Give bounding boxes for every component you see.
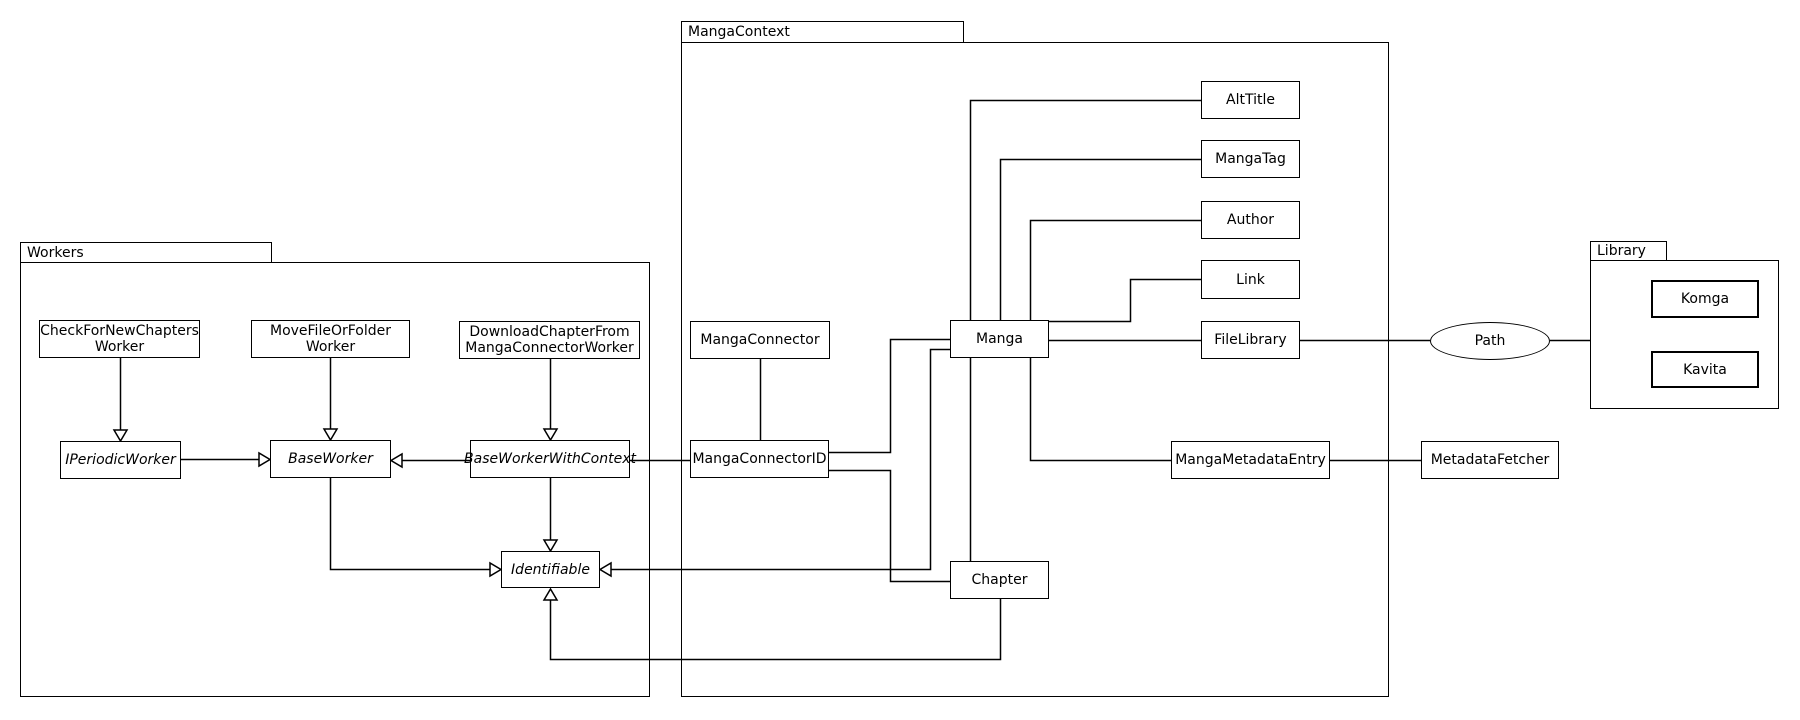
class-kavita (1651, 351, 1759, 388)
class-mangaconnector (690, 321, 830, 359)
edge-downloadworker-to-baseworkerwithcontext (544, 359, 557, 440)
interface-identifiable (501, 551, 600, 588)
class-label: MetadataFetcher (1430, 452, 1550, 468)
edge-mangaconnectorid-chapter (829, 471, 950, 582)
edge-moveworker-to-baseworker (324, 358, 337, 440)
class-label: MangaMetadataEntry (1175, 452, 1326, 468)
class-link (1201, 260, 1300, 299)
class-label: AltTitle (1226, 92, 1275, 108)
interface-label: Identifiable (511, 561, 590, 578)
class-chapter (950, 561, 1049, 599)
package-workers-label: Workers (27, 244, 84, 261)
class-mangaconnectorid (690, 440, 829, 478)
edge-chapter-to-identifiable (544, 589, 1001, 660)
class-label: Author (1226, 212, 1275, 228)
package-library-label: Library (1597, 243, 1646, 259)
class-label: MangaConnectorID (692, 451, 827, 467)
edge-baseworkerwithcontext-to-identifiable (544, 478, 557, 551)
edge-manga-mangametadataentry (1031, 358, 1172, 461)
edge-baseworkerwithcontext-to-baseworker (391, 454, 470, 467)
class-label: Komga (1680, 291, 1730, 307)
class-label: Manga (976, 331, 1023, 347)
class-mangatag (1201, 140, 1300, 178)
interface-label: BaseWorker (288, 451, 373, 467)
class-label: MangaConnectorWorker (465, 340, 634, 356)
ellipse-label: Path (1474, 333, 1506, 349)
class-komga (1651, 280, 1759, 318)
edge-manga-alttitle (971, 101, 1202, 321)
class-label: Worker (94, 339, 145, 355)
edge-iperiodicworker-to-baseworker (181, 453, 270, 466)
class-label: Kavita (1683, 361, 1727, 378)
class-manga (950, 320, 1049, 358)
package-mangacontext-label: MangaContext (688, 24, 790, 40)
class-downloadchapterfrommangaconnectorworker (459, 321, 640, 359)
edge-manga-link (1049, 280, 1201, 322)
interface-baseworker (270, 440, 391, 478)
class-filelibrary (1201, 321, 1300, 359)
class-author (1201, 201, 1300, 239)
interface-baseworkerwithcontext (464, 440, 636, 478)
class-label: FileLibrary (1214, 332, 1287, 348)
class-label: DownloadChapterFrom (469, 324, 630, 340)
edge-manga-mangaconnectorid (829, 340, 950, 453)
interface-iperiodicworker (60, 441, 181, 479)
edge-checkworker-to-iperiodicworker (114, 358, 127, 441)
class-label: Worker (305, 339, 356, 355)
class-mangametadataentry (1171, 441, 1330, 479)
interface-label: IPeriodicWorker (65, 452, 176, 468)
interface-label: BaseWorkerWithContext (464, 451, 636, 467)
class-label: CheckForNewChapters (40, 323, 199, 339)
class-label: MoveFileOrFolder (269, 323, 391, 339)
edge-manga-author (1031, 221, 1202, 321)
class-metadatafetcher (1421, 441, 1559, 479)
node-path-ellipse (1430, 322, 1550, 360)
class-alttitle (1201, 81, 1300, 119)
class-label: MangaConnector (700, 332, 820, 348)
class-label: Chapter (971, 572, 1028, 588)
class-label: Link (1236, 271, 1265, 288)
class-label: MangaTag (1215, 151, 1286, 167)
class-movefileorfolderworker (251, 320, 410, 358)
class-checkfornewchaptersworker (39, 320, 200, 358)
edge-baseworker-to-identifiable (331, 478, 502, 576)
